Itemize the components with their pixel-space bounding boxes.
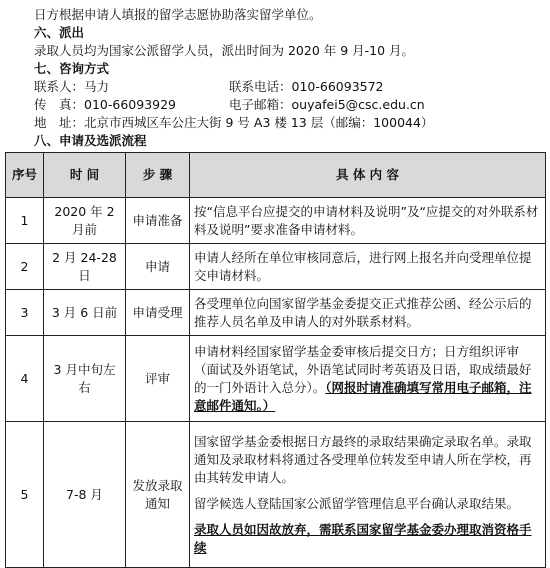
contact-person <box>34 78 109 96</box>
table-row <box>6 244 546 290</box>
fax-value: 010-66093929 <box>84 97 177 112</box>
row-content <box>190 336 546 422</box>
row-time: 2 月 24-28 日 <box>44 244 126 290</box>
phone-value: 010-66093572 <box>291 79 384 94</box>
header-step: 步 骤 <box>126 153 190 198</box>
section6-heading: 六、派出 <box>34 25 85 40</box>
row-content-bold-note: 录取人员如因故放弃，需联系国家留学基金委办理取消资格手续 <box>194 521 532 555</box>
row-content: 申请人经所在单位审核同意后，进行网上报名并向受理单位提交申请材料。 <box>190 244 546 290</box>
row-no: 1 <box>6 198 44 244</box>
contact-fax <box>34 96 176 114</box>
row-step: 发放录取通知 <box>126 422 190 568</box>
table-row <box>6 198 546 244</box>
row-step: 申请受理 <box>126 290 190 336</box>
row-no: 3 <box>6 290 44 336</box>
row-step: 评审 <box>126 336 190 422</box>
row-content-paragraph: 国家留学基金委根据日方最终的录取结果确定录取名单。录取通知及录取材料将通过各受理单位转发至申请人所在学校，再由其转发申请人。 <box>194 433 532 485</box>
fax-label: 传 真： <box>34 97 85 112</box>
contact-email <box>229 96 425 114</box>
row-no: 4 <box>6 336 44 422</box>
table-row <box>6 422 546 568</box>
address-value: 北京市西城区车公庄大街 9 号 A3 楼 13 层（邮编：100044） <box>84 115 434 130</box>
row-content-paragraph: 留学候选人登陆国家公派留学管理信息平台确认录取结果。 <box>194 495 520 511</box>
table-header-row <box>6 153 546 198</box>
process-table <box>5 152 546 568</box>
table-row <box>6 290 546 336</box>
address-label: 地 址： <box>34 115 85 130</box>
row-content: 各受理单位向国家留学基金委提交正式推荐公函、经公示后的推荐人员名单及申请人的对外联系材料。 <box>190 290 546 336</box>
header-content: 具 体 内 容 <box>190 153 546 198</box>
row-step: 申请准备 <box>126 198 190 244</box>
row-no: 2 <box>6 244 44 290</box>
header-time: 时 间 <box>44 153 126 198</box>
row-time: 3 月 6 日前 <box>44 290 126 336</box>
email-value: ouyafei5@csc.edu.cn <box>291 97 425 112</box>
header-no: 序号 <box>6 153 44 198</box>
contact-person-value: 马力 <box>84 79 110 94</box>
row-content-text: 申请材料经国家留学基金委审核后提交日方；日方组织评审（面试及外语笔试，外语笔试同时考英语及日语，取成绩最好的一门外语计入总分）。 <box>194 343 532 395</box>
section7-heading: 七、咨询方式 <box>34 61 110 76</box>
section6-text: 录取人员均为国家公派留学人员，派出时间为 2020 年 9 月-10 月。 <box>34 43 415 58</box>
phone-label: 联系电话： <box>229 79 292 94</box>
row-content <box>190 422 546 568</box>
row-content: 按“信息平台应提交的申请材料及说明”及“应提交的对外联系材料及说明”要求准备申请材料。 <box>190 198 546 244</box>
section8-heading: 八、申请及选派流程 <box>34 133 147 148</box>
email-label: 电子邮箱： <box>229 97 292 112</box>
table-row <box>6 336 546 422</box>
row-content-bold-note: （网报时请准确填写常用电子邮箱，注意邮件通知。） <box>194 379 532 413</box>
row-time: 2020 年 2 月前 <box>44 198 126 244</box>
row-time: 7-8 月 <box>44 422 126 568</box>
row-step: 申请 <box>126 244 190 290</box>
contact-person-label: 联系人： <box>34 79 85 94</box>
contact-address <box>34 114 433 132</box>
row-no: 5 <box>6 422 44 568</box>
intro-line: 日方根据申请人填报的留学志愿协助落实留学单位。 <box>34 7 322 22</box>
contact-phone <box>229 78 384 96</box>
row-time: 3 月中旬左右 <box>44 336 126 422</box>
